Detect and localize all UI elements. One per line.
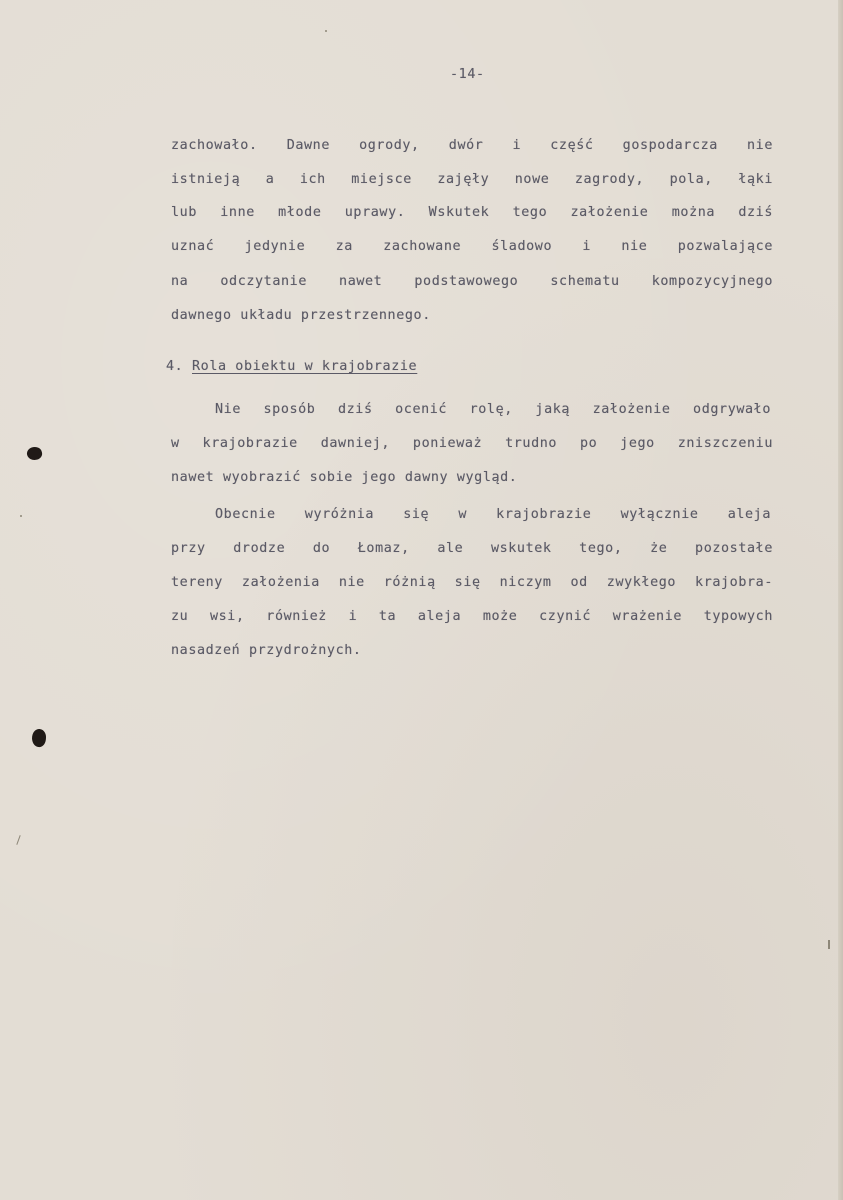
text-line: zachowało. Dawne ogrody, dwór i część gospodarcza nie: [171, 138, 773, 153]
paper-speck: [325, 30, 327, 32]
section-heading: [166, 359, 417, 374]
paper-speck: [20, 515, 22, 517]
binder-hole: [31, 728, 47, 748]
section-number: 4.: [166, 359, 184, 374]
text-line: lub inne młode uprawy. Wskutek tego założenie można dziś: [171, 205, 773, 220]
text-line: nawet wyobrazić sobie jego dawny wygląd.: [171, 470, 518, 485]
text-line: na odczytanie nawet podstawowego schematu kompozycyjnego: [171, 274, 773, 289]
text-line: istnieją a ich miejsce zajęły nowe zagrody, pola, łąki: [171, 172, 773, 187]
text-line: Obecnie wyróżnia się w krajobrazie wyłącznie aleja: [215, 507, 771, 522]
text-line: Nie sposób dziś ocenić rolę, jaką założenie odgrywało: [215, 402, 771, 417]
text-line: nasadzeń przydrożnych.: [171, 643, 362, 658]
paper-speck: [828, 940, 830, 949]
paper-speck: [16, 835, 20, 845]
text-line: uznać jedynie za zachowane śladowo i nie pozwalające: [171, 239, 773, 254]
page-number: -14-: [450, 67, 485, 82]
paper-edge: [838, 0, 843, 1200]
text-line: w krajobrazie dawniej, ponieważ trudno po jego zniszczeniu: [171, 436, 773, 451]
binder-hole: [26, 446, 43, 462]
text-line: przy drodze do Łomaz, ale wskutek tego, że pozostałe: [171, 541, 773, 556]
section-title: Rola obiektu w krajobrazie: [192, 359, 418, 374]
text-line: dawnego układu przestrzennego.: [171, 308, 431, 323]
text-line: tereny założenia nie różnią się niczym od zwykłego krajobra-: [171, 575, 773, 590]
text-line: zu wsi, również i ta aleja może czynić wrażenie typowych: [171, 609, 773, 624]
